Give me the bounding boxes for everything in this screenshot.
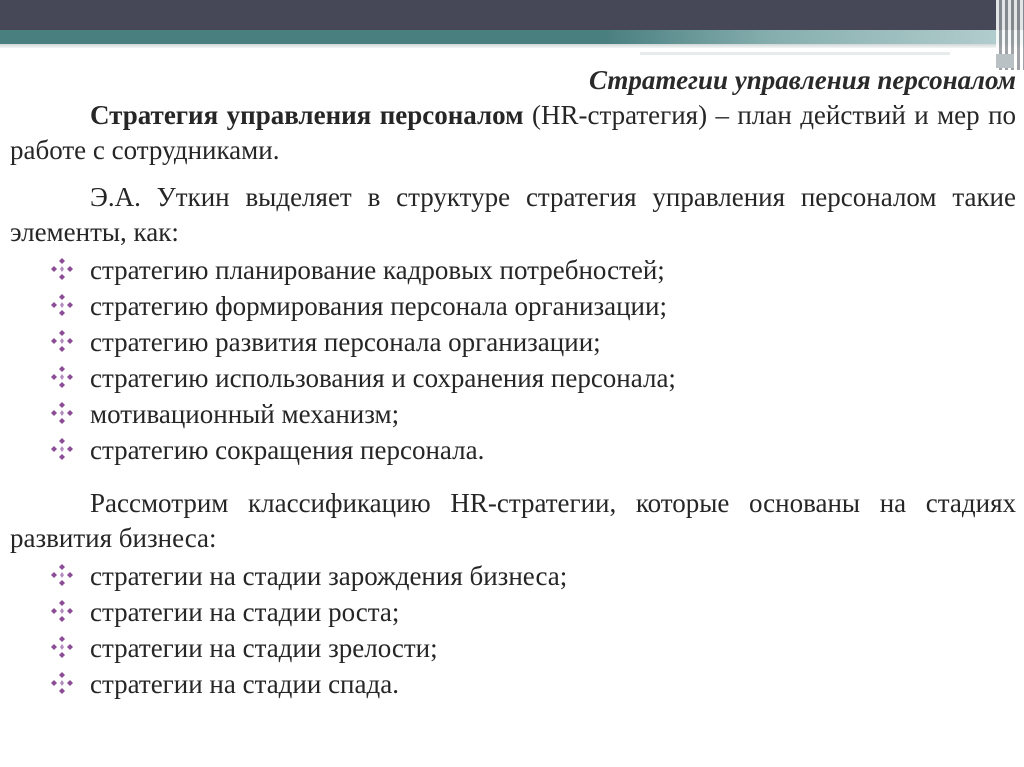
utkin-elements-list bbox=[10, 252, 1016, 468]
definition-term: Стратегия управления персоналом bbox=[90, 100, 524, 130]
list-item: стратегию формирования персонала организации; bbox=[10, 288, 1016, 324]
diamond-cluster-icon bbox=[48, 366, 76, 388]
list-item: стратегию использования и сохранения персонала; bbox=[10, 360, 1016, 396]
header-accent-line bbox=[640, 52, 950, 55]
slide-content bbox=[10, 62, 1016, 702]
list-item: стратегию развития персонала организации; bbox=[10, 324, 1016, 360]
definition-paragraph bbox=[10, 98, 1016, 168]
diamond-cluster-icon bbox=[48, 438, 76, 460]
utkin-intro: Э.А. Уткин выделяет в структуре стратегия управления персоналом такие элементы, как: bbox=[10, 182, 1016, 247]
diamond-cluster-icon bbox=[48, 600, 76, 622]
list-item: стратегии на стадии зарождения бизнеса; bbox=[10, 558, 1016, 594]
list-item: мотивационный механизм; bbox=[10, 396, 1016, 432]
classification-intro: Рассмотрим классификацию HR-стратегии, которые основаны на стадиях развития бизнеса: bbox=[10, 488, 1016, 553]
diamond-cluster-icon bbox=[48, 636, 76, 658]
list-item: стратегии на стадии спада. bbox=[10, 666, 1016, 702]
definition-text: (HR-стратегия) – план действий и мер по работе с сотрудниками. bbox=[10, 100, 1017, 165]
diamond-cluster-icon bbox=[48, 258, 76, 280]
list-item: стратегию сокращения персонала. bbox=[10, 432, 1016, 468]
header-shadow bbox=[0, 44, 1024, 48]
list-item: стратегии на стадии роста; bbox=[10, 594, 1016, 630]
slide-title: Стратегии управления персоналом bbox=[589, 65, 1016, 95]
diamond-cluster-icon bbox=[48, 564, 76, 586]
header-bar-teal-gradient bbox=[605, 30, 1024, 44]
header-bar-dark bbox=[0, 0, 1024, 30]
business-stages-list bbox=[10, 558, 1016, 702]
list-item: стратегии на стадии зрелости; bbox=[10, 630, 1016, 666]
list-item: стратегию планирование кадровых потребностей; bbox=[10, 252, 1016, 288]
diamond-cluster-icon bbox=[48, 294, 76, 316]
diamond-cluster-icon bbox=[48, 672, 76, 694]
diamond-cluster-icon bbox=[48, 330, 76, 352]
diamond-cluster-icon bbox=[48, 402, 76, 424]
